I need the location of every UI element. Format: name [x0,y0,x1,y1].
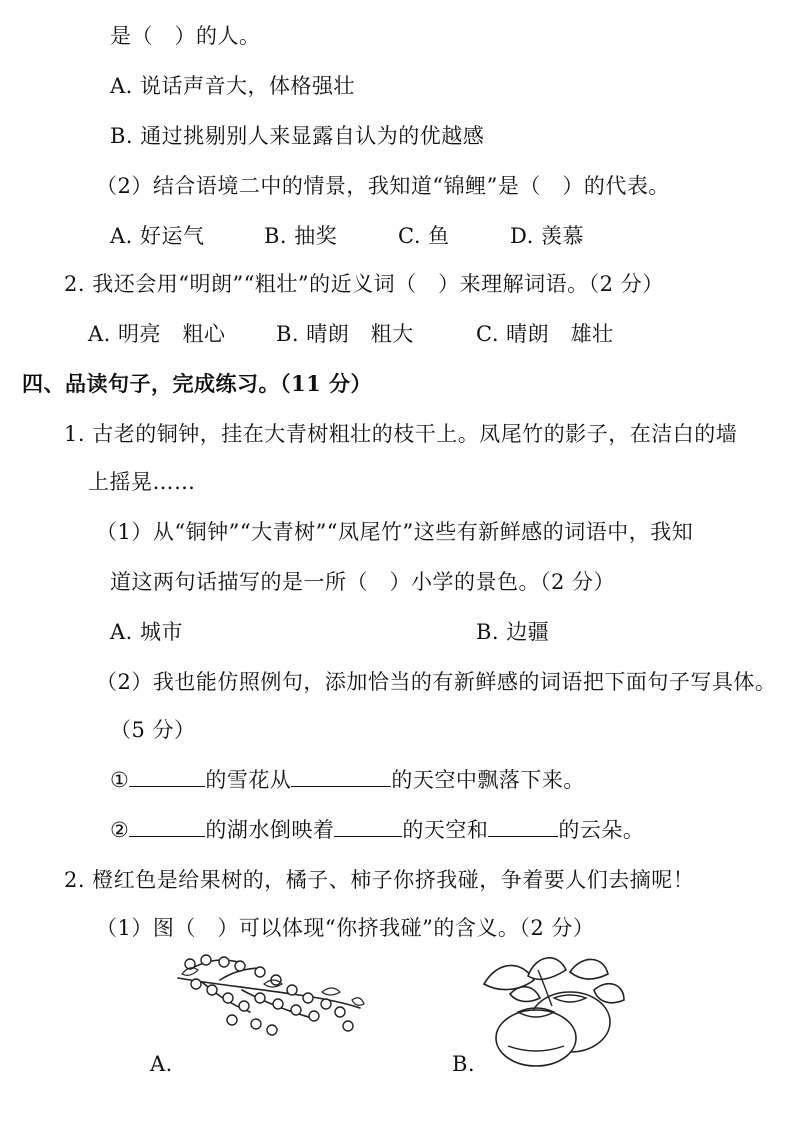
q4-p1-sub1-line1: （1）从“铜钟”“大青树”“凤尾竹”这些有新鲜感的词语中，我知 [96,520,694,544]
q3-item1-option-b: B. 通过挑剔别人来显露自认为的优越感 [110,124,485,148]
figure-a-label: A. [150,1052,173,1076]
q3-item2-stem: （2）结合语境二中的情景，我知道“锦鲤”是（ ）的代表。 [96,174,670,198]
figure-a-tangerine-branch[interactable] [172,950,367,1045]
branch-upper-stem [192,960,238,968]
q4-p1-line1: 1. 古老的铜钟，挂在大青树粗壮的枝干上。凤尾竹的影子，在洁白的墙 [64,422,738,446]
fill-2-blank-1[interactable] [129,816,205,837]
q4-p1-sub1-option-a: A. 城市 [110,620,184,644]
fill-1-blank-2[interactable] [291,766,391,787]
fill-1-segment-1: 的雪花从 [205,768,292,792]
q4-p1-sub2-line2: （5 分） [110,718,196,742]
figure-b-persimmons[interactable] [478,950,628,1070]
q3-item2-option-c: C. 鱼 [398,224,450,248]
q4-p1-sub1-option-b: B. 边疆 [476,620,550,644]
fill-1-number: ① [110,768,130,792]
persimmon-fruit-front [496,1010,576,1066]
q3-item2-option-b: B. 抽奖 [264,224,338,248]
q4-p1-sub2-line1: （2）我也能仿照例句，添加恰当的有新鲜感的词语把下面句子写具体。 [96,670,777,694]
q3-q2-option-c: C. 晴朗 雄壮 [476,322,614,346]
fill-2-number: ② [110,818,130,842]
q3-item2-option-a: A. 好运气 [110,224,205,248]
fill-sentence-1 [110,766,585,794]
fill-2-segment-2: 的天空和 [402,818,489,842]
q4-p1-sub1-line2: 道这两句话描写的是一所（ ）小学的景色。（2 分） [110,570,616,594]
q3-item1-tail: 是（ ）的人。 [110,24,261,48]
figure-b-label: B. [452,1052,476,1076]
fill-sentence-2 [110,816,644,844]
fill-1-segment-2: 的天空中飘落下来。 [391,768,585,792]
persimmon-leaf-left [484,965,534,989]
fill-2-blank-2[interactable] [334,816,402,837]
persimmon-leaf-right [570,959,608,979]
fill-2-blank-3[interactable] [488,816,558,837]
q3-q2-option-b: B. 晴朗 粗大 [276,322,414,346]
fill-2-segment-1: 的湖水倒映着 [205,818,335,842]
q3-q2-stem: 2. 我还会用“明朗”“粗壮”的近义词（ ）来理解词语。（2 分） [64,272,664,296]
fill-1-blank-1[interactable] [129,766,205,787]
q3-item2-option-d: D. 羡慕 [510,224,584,248]
persimmon-leaf-far-right [594,984,624,1003]
section-4-heading: 四、品读句子，完成练习。（11 分） [22,371,373,396]
q4-p1-line2: 上摇晃…… [88,470,196,494]
q3-item1-option-a: A. 说话声音大，体格强壮 [110,74,356,98]
fill-2-segment-3: 的云朵。 [558,818,645,842]
q4-p2-line1: 2. 橙红色是给果树的，橘子、柿子你挤我碰，争着要人们去摘呢！ [64,868,695,892]
persimmon-leaf-mid [528,958,566,980]
q4-p2-sub1: （1）图（ ）可以体现“你挤我碰”的含义。（2 分） [96,916,595,940]
q3-q2-option-a: A. 明亮 粗心 [88,322,226,346]
